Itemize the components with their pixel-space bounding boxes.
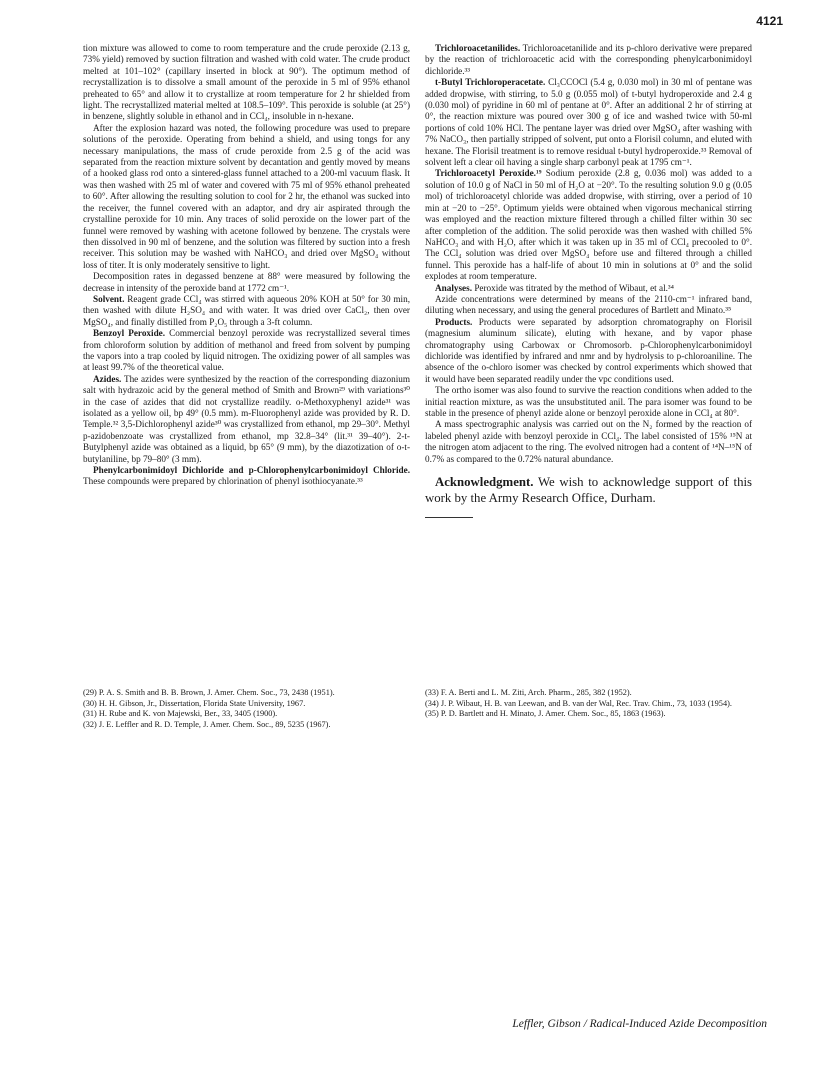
tcap-heading: Trichloroacetyl Peroxide.¹⁹ [435,168,542,179]
phenyl-heading: Phenylcarbonimidoyl Dichloride and p-Chlorophenylcarbonimidoyl Chloride. [93,465,410,476]
products-text: Products were separated by adsorption chromatography on Florisil (magnesium aluminum silicate), eluting with hexane, and by vapor phase chromatography using Carbowax or Chromosorb. p-Chlorophenylcarbonimidoyl dichloride was identified by infrared and nmr and by hydrolysis to p-chloroaniline. The absence of the o-chloro isomer was checked by control experiments which showed that it would have been separated readily under the vpc conditions used. [425,316,752,384]
benzoyl-heading: Benzoyl Peroxide. [93,328,166,339]
reference-35: (35) P. D. Bartlett and H. Minato, J. Amer. Chem. Soc., 85, 1863 (1963). [425,709,666,719]
left-column [83,43,410,488]
paragraph-phenylcarbonimidoyl [83,465,410,488]
footnote-divider [425,517,473,518]
paragraph-explosion-hazard: After the explosion hazard was noted, the following procedure was used to prepare solutions of the peroxide. Operating from behind a shield, and using tongs for any necessary manipulations, the mass of crude peroxide from 2.5 g of the acid was separated from the reaction mixture solvent by decantation and gently moved by means of a hooked glass rod onto a sintered-glass funnel attached to a 200-ml vacuum flask. It was then washed with 25 ml of water and covered with 75 ml of 95% ethanol preheated to 60°. After allowing the resulting solution to cool for 2 hr, the ethanol was sucked into the receiver, the funnel covered with an adaptor, and dry air aspirated through the crystalline peroxide for 10 min. Any traces of solid peroxide on the lower part of the funnel were removed by washing with acetone followed by benzene. The crystals were then dissolved in 90 ml of benzene, and the solution was filtered by suction into a fresh receiver. This solution may be washed with NaHCO₃ and dried over MgSO₄ without loss of titer. It is only moderately sensitive to light. [83,122,410,270]
tca-heading: Trichloroacetanilides. [435,43,521,53]
tca-text: Trichloroacetanilide and its p-chloro derivative were prepared by the reaction of trichloroacetic acid with the corresponding phenylcarbonimidoyl dichloride.³³ [425,43,752,76]
paragraph-analyses [425,283,752,294]
reference-32: (32) J. E. Leffler and R. D. Temple, J. Amer. Chem. Soc., 89, 5235 (1967). [83,719,331,729]
paragraph-t-butyl-trichloroperacetate [425,77,752,168]
paragraph-azide-concentrations: Azide concentrations were determined by means of the 2110-cm⁻¹ infrared band, diluting when necessary, and using the general procedures of Bartlett and Minato.³⁵ [425,293,752,316]
paragraph-decomposition-rates: Decomposition rates in degassed benzene at 88° were measured by following the decrease in intensity of the peroxide band at 1772 cm⁻¹. [83,271,410,293]
analyses-text: Peroxide was titrated by the method of Wibaut, et al.³⁴ [474,282,674,293]
reference-33: (33) F. A. Berti and L. M. Ziti, Arch. Pharm., 285, 382 (1952). [425,688,632,697]
reference-29: (29) P. A. S. Smith and B. B. Brown, J. Amer. Chem. Soc., 73, 2438 (1951). [83,688,335,697]
solvent-heading: Solvent. [93,293,125,304]
paragraph-benzoyl-peroxide [83,328,410,374]
paragraph-trichloroacetyl-peroxide [425,168,752,282]
acknowledgment [425,475,752,506]
paragraph-trichloroacetanilides [425,43,752,77]
reference-34: (34) J. P. Wibaut, H. B. van Leewan, and B. van der Wal, Rec. Trav. Chim., 73, 1033 (1954). [425,698,732,708]
benzoyl-text: Commercial benzoyl peroxide was recrystallized several times from chloroform solution by addition of methanol and freed from solvent by pumping the vapors into a trap cooled by liquid nitrogen. The oxidizing power of all samples was at least 99.7% of the theoretical value. [83,328,411,373]
azides-heading: Azides. [93,373,122,384]
paragraph-azides [83,374,410,465]
page-number: 4121 [756,14,783,28]
paragraph-crude-peroxide: tion mixture was allowed to come to room temperature and the crude peroxide (2.13 g, 73% yield) removed by suction filtration and washed with cold water. The crude product melted at 101–102° (capillary inserted in block at 90°). The optimum method of recrystallization is to dissolve a small amount of the peroxide in 5 ml of 95% ethanol preheated to 65° and allow it to crystallize at room temperature for 2 hr shielded from light. The recrystallized material melted at 108.5–109°. This peroxide is soluble (at 25°) in benzene, slightly soluble in ethanol and in CCl₄, insoluble in n-hexane. [83,43,410,122]
azides-text: The azides were synthesized by the reaction of the corresponding diazonium salt with hydrazoic acid by the general method of Smith and Brown²⁹ with variations³⁰ in the case of azides that did not crystallize readily. o-Methoxyphenyl azide³¹ was isolated as a yellow oil, bp 49° (0.5 mm). m-Fluorophenyl azide was provided by R. D. Temple.³² 3,5-Dichlorophenyl azide³⁰ was crystallized from ethanol, mp 29–30°. Methyl p-azidobenzoate was crystallized from ethanol, mp 32.8–34° (lit.³¹ 39–40°). 2-t-Butylphenyl azide was obtained as a liquid, bp 65° (9 mm), by the diazotization of o-t-butylaniline, bp 79–80° (3 mm). [83,373,410,464]
tbutyl-heading: t-Butyl Trichloroperacetate. [435,77,546,88]
paragraph-mass-spectrographic: A mass spectrographic analysis was carried out on the N₂ formed by the reaction of labeled phenyl azide with benzoyl peroxide in CCl₄. The label consisted of 15% ¹⁵N at the nitrogen atom adjacent to the ring. The evolved nitrogen had a content of ¹⁴N–¹⁵N of 0.7% as compared to the 0.72% natural abundance. [425,419,752,464]
ack-text: We wish to acknowledge support of this work by the Army Research Office, Durham. [425,475,753,505]
analyses-heading: Analyses. [435,282,473,293]
running-footer: Leffler, Gibson / Radical-Induced Azide Decomposition [512,1018,767,1030]
tbutyl-text: Cl₃CCOCl (5.4 g, 0.030 mol) in 30 ml of pentane was added dropwise, with stirring, to 5.0 g (0.055 mol) of t-butyl hydroperoxide and 2.4 g (0.030 mol) of pyridine in 60 ml of pentane at 0°. After an additional 2 hr of stirring at 0°, the reaction mixture was poured over 300 g of ice and washed twice with 50-ml portions of cold 10% HCl. The pentane layer was dried over MgSO₄ after washing with 7% NaCO₃, then partially stripped of solvent, put onto a Florisil column, and eluted with hexane. The Florisil treatment is to remove residual t-butyl hydroperoxide.³³ Removal of solvent left a clear oil having a single sharp carbonyl peak at 1795 cm⁻¹. [425,77,752,168]
paragraph-products [425,317,752,385]
ack-heading: Acknowledgment. [435,475,534,490]
paragraph-ortho-isomer: The ortho isomer was also found to survive the reaction conditions when added to the initial reaction mixture, as was the unsubstituted anil. The para isomer was found to be stable in the presence of phenyl azide alone or benzoyl peroxide alone in CCl₄ at 80°. [425,385,752,418]
tcap-text: Sodium peroxide (2.8 g, 0.036 mol) was added to a solution of 10.0 g of NaCl in 50 ml of H₂O at −20°. To the resulting solution 9.0 g (0.05 mol) of trichloroacetyl chloride was added dropwise, with stirring, over a period of 10 min at −20 to −25°. Optimum yields were obtained when vigorous mechanical stirring was employed and the reaction mixture filtered through a chilled filter within 30 sec after completion of the addition. The solid peroxide was then washed with chilled 5% NaHCO₃ and with H₂O, after which it was taken up in 35 ml of CCl₄ precooled to 0°. The CCl₄ solution was dried over MgSO₄ before use and filtered through a chilled funnel. This peroxide has a half-life of about 10 min in solutions at 0° and the solid explodes at room temperature. [425,168,753,282]
right-column [425,43,752,528]
solvent-text: Reagent grade CCl₄ was stirred with aqueous 20% KOH at 50° for 30 min, then washed with dilute H₂SO₄ and with water. It was dried over CaCl₂, then over MgSO₄, and finally distilled from P₂O₅ through a 3-ft column. [83,293,410,327]
products-heading: Products. [435,316,473,327]
references-left [83,688,410,730]
phenyl-text: These compounds were prepared by chlorination of phenyl isothiocyanate.³³ [83,476,363,487]
reference-31: (31) H. Rube and K. von Majewski, Ber., 33, 3405 (1900). [83,709,278,719]
reference-30: (30) H. H. Gibson, Jr., Dissertation, Florida State University, 1967. [83,698,306,708]
paragraph-solvent [83,294,410,328]
references-right [425,688,752,720]
